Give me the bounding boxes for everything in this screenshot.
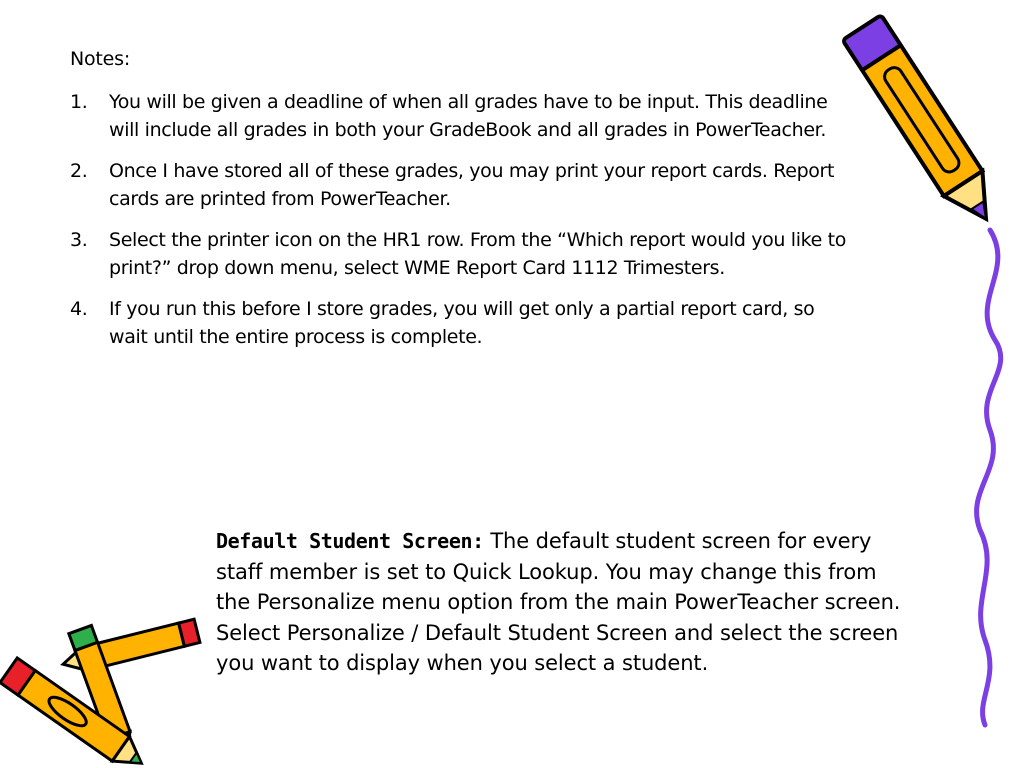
note-number: 3.: [70, 229, 88, 251]
callout-title: Default Student Screen:: [216, 529, 484, 553]
note-number: 1.: [70, 91, 88, 113]
note-number: 4.: [70, 298, 88, 320]
notes-list: [70, 88, 850, 364]
note-text: Select the printer icon on the HR1 row. From the “Which report would you like to print?” drop down menu, select WME Report Card 1112 Trimesters.: [109, 229, 847, 279]
note-text: Once I have stored all of these grades, you may print your report cards. Report cards are printed from PowerTeacher.: [109, 160, 835, 210]
pencil-pair-icon: [0, 615, 210, 765]
note-item: [70, 226, 850, 282]
squiggle-line: [960, 230, 1020, 730]
default-student-screen-callout: [216, 526, 916, 679]
callout-body: The default student screen for every staff member is set to Quick Lookup. You may change this from the Personalize menu option from the main PowerTeacher screen. Select Personalize / Default Student Screen and select the screen you want to display when you select a student.: [216, 529, 901, 675]
note-item: [70, 157, 850, 213]
note-text: You will be given a deadline of when all grades have to be input. This deadline will include all grades in both your GradeBook and all grades in PowerTeacher.: [109, 91, 828, 141]
notes-heading: Notes:: [70, 48, 131, 70]
note-item: [70, 295, 850, 351]
note-text: If you run this before I store grades, you will get only a partial report card, so wait until the entire process is complete.: [109, 298, 815, 348]
note-item: [70, 88, 850, 144]
pencil-icon: [862, 2, 1012, 247]
note-number: 2.: [70, 160, 88, 182]
